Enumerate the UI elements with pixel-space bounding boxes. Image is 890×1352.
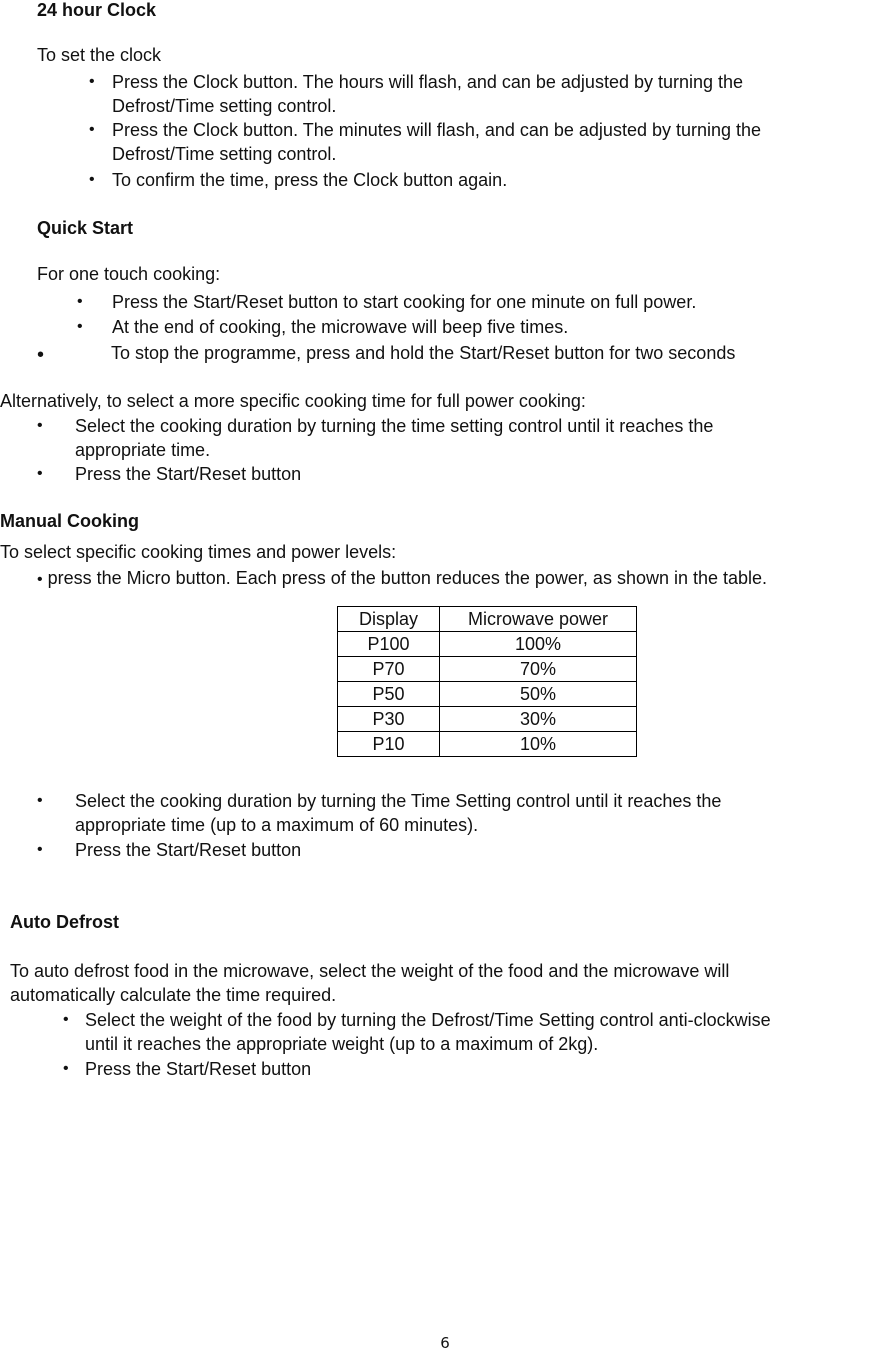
clock-item-1-line1: Press the Clock button. The hours will flash, and can be adjusted by turning the xyxy=(112,72,744,92)
power-table xyxy=(337,606,637,757)
table-row xyxy=(338,657,637,682)
manual-micro-item xyxy=(37,566,767,592)
defrost-intro-line1: To auto defrost food in the microwave, select the weight of the food and the microwave will xyxy=(10,961,730,981)
bullet: • xyxy=(77,318,83,335)
quick-start-alt-item-2: Press the Start/Reset button xyxy=(75,464,302,484)
manual-item-1-line2: appropriate time (up to a maximum of 60 minutes). xyxy=(75,815,479,835)
table-header-display: Display xyxy=(338,607,440,632)
table-cell-power: 30% xyxy=(440,707,637,732)
manual-item-2: Press the Start/Reset button xyxy=(75,840,302,860)
clock-item-2-line2: Defrost/Time setting control. xyxy=(112,144,337,164)
table-header-row xyxy=(338,607,637,632)
table-cell-power: 10% xyxy=(440,732,637,757)
quick-start-alt-item-1-line2: appropriate time. xyxy=(75,440,211,460)
bullet: • xyxy=(63,1011,69,1028)
bullet: • xyxy=(89,171,95,188)
table-row xyxy=(338,707,637,732)
defrost-item-1-line1: Select the weight of the food by turning the Defrost/Time Setting control anti-clockwise xyxy=(85,1010,771,1030)
bullet: • xyxy=(63,1060,69,1077)
manual-item-1-line1: Select the cooking duration by turning the Time Setting control until it reaches the xyxy=(75,791,722,811)
table-cell-power: 50% xyxy=(440,682,637,707)
defrost-item-2: Press the Start/Reset button xyxy=(85,1059,312,1079)
bullet: • xyxy=(37,344,45,366)
page-number: 6 xyxy=(440,1334,450,1352)
table-cell-display: P10 xyxy=(338,732,440,757)
manual-heading: Manual Cooking xyxy=(0,511,139,531)
manual-micro-text: press the Micro button. Each press of the button reduces the power, as shown in the table. xyxy=(47,568,768,588)
table-row xyxy=(338,682,637,707)
bullet: • xyxy=(77,293,83,310)
table-cell-display: P70 xyxy=(338,657,440,682)
table-cell-display: P100 xyxy=(338,632,440,657)
bullet: • xyxy=(37,841,43,858)
quick-start-heading: Quick Start xyxy=(37,218,134,238)
quick-start-alt-intro: Alternatively, to select a more specific cooking time for full power cooking: xyxy=(0,391,586,411)
bullet: • xyxy=(37,571,43,588)
clock-item-1-line2: Defrost/Time setting control. xyxy=(112,96,337,116)
defrost-heading: Auto Defrost xyxy=(10,912,119,932)
manual-intro: To select specific cooking times and power levels: xyxy=(0,542,397,562)
bullet: • xyxy=(89,73,95,90)
table-row xyxy=(338,732,637,757)
quick-start-item-1: Press the Start/Reset button to start cooking for one minute on full power. xyxy=(112,292,697,312)
bullet: • xyxy=(37,417,43,434)
quick-start-item-3: To stop the programme, press and hold the Start/Reset button for two seconds xyxy=(111,343,736,363)
defrost-item-1-line2: until it reaches the appropriate weight (up to a maximum of 2kg). xyxy=(85,1034,599,1054)
clock-heading: 24 hour Clock xyxy=(37,0,157,20)
table-cell-display: P50 xyxy=(338,682,440,707)
table-row xyxy=(338,632,637,657)
table-cell-display: P30 xyxy=(338,707,440,732)
bullet: • xyxy=(37,792,43,809)
clock-intro: To set the clock xyxy=(37,45,162,65)
quick-start-alt-item-1-line1: Select the cooking duration by turning the time setting control until it reaches the xyxy=(75,416,714,436)
clock-item-3: To confirm the time, press the Clock button again. xyxy=(112,170,508,190)
defrost-intro-line2: automatically calculate the time required. xyxy=(10,985,337,1005)
quick-start-intro: For one touch cooking: xyxy=(37,264,221,284)
bullet: • xyxy=(37,465,43,482)
table-header-power: Microwave power xyxy=(440,607,637,632)
table-cell-power: 70% xyxy=(440,657,637,682)
bullet: • xyxy=(89,121,95,138)
quick-start-item-2: At the end of cooking, the microwave will beep five times. xyxy=(112,317,569,337)
table-cell-power: 100% xyxy=(440,632,637,657)
clock-item-2-line1: Press the Clock button. The minutes will flash, and can be adjusted by turning the xyxy=(112,120,762,140)
